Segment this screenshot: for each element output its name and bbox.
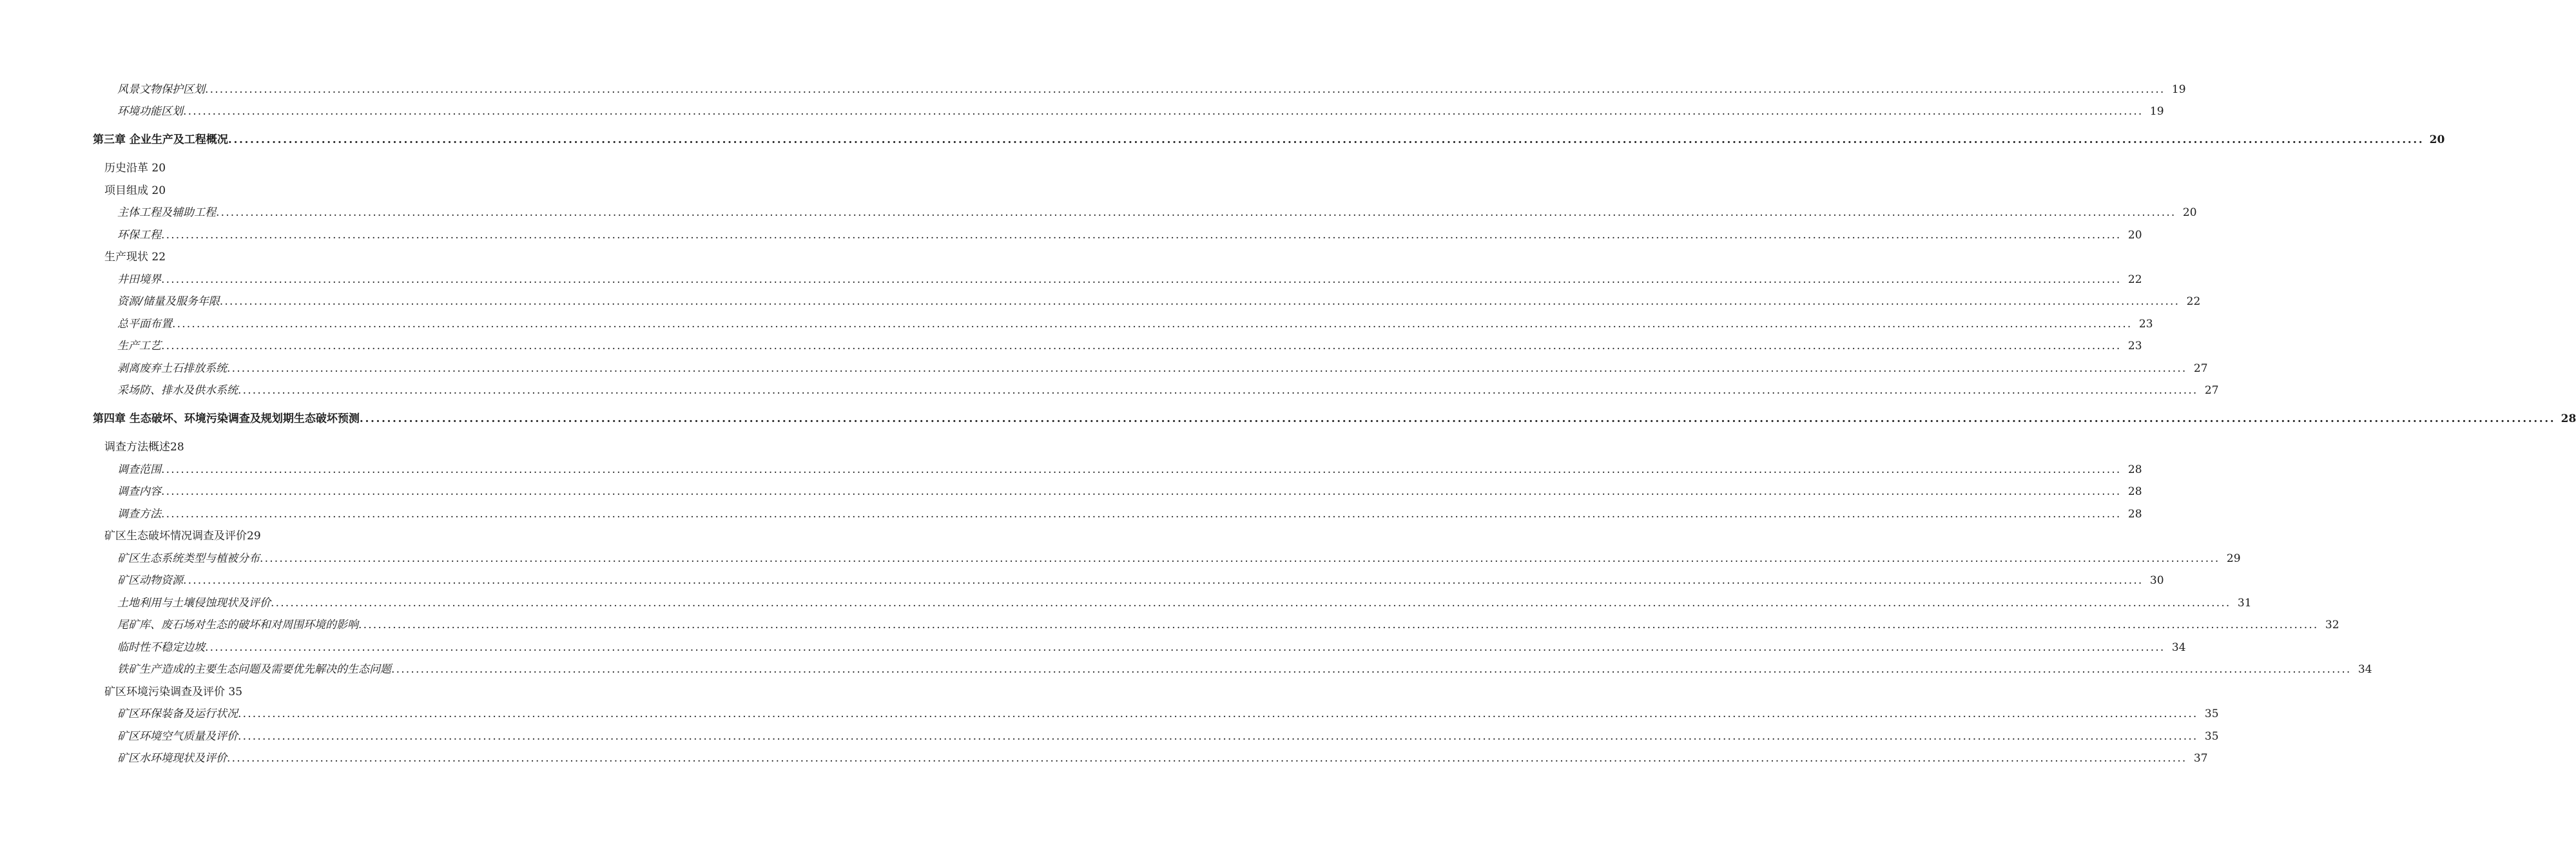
toc-entry-section[interactable] — [0, 526, 612, 543]
toc-entry-title: 矿区环境污染调查及评价 35 — [104, 686, 243, 698]
toc-entry-title: 井田境界 — [117, 273, 161, 286]
toc-page-number: 27 — [2193, 362, 2208, 375]
toc-entry-chapter[interactable] — [0, 409, 2576, 426]
toc-entry-title: 矿区生态破坏情况调查及评价29 — [104, 530, 261, 543]
toc-page-number: 20 — [2429, 133, 2445, 146]
toc-dot-leader: ................................................................................................................................................................................................................................................................................................................................................................................................................ — [161, 508, 2122, 521]
toc-page-number: 27 — [2204, 384, 2219, 397]
toc-page-number: 19 — [2149, 105, 2164, 118]
toc-entry-section[interactable] — [0, 159, 612, 175]
toc-dot-leader: ................................................................................................................................................................................................................................................................................................................................................................................................................ — [205, 641, 2165, 654]
toc-entry-title: 矿区环保装备及运行状况 — [117, 707, 238, 720]
toc-dot-leader: ................................................................................................................................................................................................................................................................................................................................................................................................................ — [391, 663, 2352, 676]
toc-page-number: 29 — [2226, 552, 2241, 565]
toc-entry-sub[interactable] — [0, 660, 2372, 677]
toc-entry-sub[interactable] — [0, 314, 2153, 331]
toc-dot-leader: ................................................................................................................................................................................................................................................................................................................................................................................................................ — [227, 752, 2187, 765]
toc-entry-title: 第四章 生态破坏、环境污染调查及规划期生态破坏预测 — [93, 412, 360, 425]
toc-entry-title: 环境功能区划 — [117, 105, 183, 118]
toc-entry-section[interactable] — [0, 438, 612, 454]
toc-entry-title: 调查内容 — [117, 485, 161, 498]
toc-entry-sub[interactable] — [0, 482, 2142, 499]
toc-dot-leader: ................................................................................................................................................................................................................................................................................................................................................................................................................ — [161, 229, 2122, 242]
toc-entry-title: 第三章 企业生产及工程概况 — [93, 133, 228, 146]
toc-entry-title: 矿区动物资源 — [117, 574, 183, 587]
toc-entry-section[interactable] — [0, 682, 612, 699]
toc-page-number: 34 — [2358, 663, 2372, 676]
toc-page-number: 28 — [2127, 485, 2142, 498]
toc-dot-leader: ................................................................................................................................................................................................................................................................................................................................................................................................................ — [238, 707, 2198, 720]
toc-dot-leader: ................................................................................................................................................................................................................................................................................................................................................................................................................ — [359, 412, 2556, 425]
toc-entry-title: 矿区水环境现状及评价 — [117, 752, 227, 765]
toc-entry-title: 主体工程及辅助工程 — [117, 206, 216, 219]
toc-dot-leader: ................................................................................................................................................................................................................................................................................................................................................................................................................ — [358, 619, 2319, 631]
toc-entry-section[interactable] — [0, 247, 612, 264]
toc-entry-title: 矿区环境空气质量及评价 — [117, 730, 238, 743]
toc-page-number: 34 — [2171, 641, 2186, 654]
toc-entry-sub[interactable] — [0, 203, 2197, 220]
toc-page-number: 35 — [2204, 707, 2219, 720]
toc-dot-leader: ................................................................................................................................................................................................................................................................................................................................................................................................................ — [161, 485, 2122, 498]
toc-entry-sub[interactable] — [0, 460, 2142, 477]
toc-page-number: 20 — [2127, 229, 2142, 242]
toc-entry-sub[interactable] — [0, 270, 2142, 287]
toc-page-number: 19 — [2171, 83, 2186, 96]
toc-entry-sub[interactable] — [0, 80, 2186, 97]
toc-entry-title: 调查方法 — [117, 508, 161, 521]
toc-entry-sub[interactable] — [0, 381, 2219, 398]
toc-entry-sub[interactable] — [0, 226, 2142, 242]
toc-page-number: 23 — [2127, 340, 2142, 352]
toc-entry-title: 尾矿库、废石场对生态的破坏和对周围环境的影响 — [117, 619, 358, 631]
toc-entry-sub[interactable] — [0, 359, 2208, 376]
toc-entry-title: 项目组成 20 — [104, 184, 166, 197]
toc-dot-leader: ................................................................................................................................................................................................................................................................................................................................................................................................................ — [161, 463, 2122, 476]
toc-entry-title: 调查范围 — [117, 463, 161, 476]
toc-dot-leader: ................................................................................................................................................................................................................................................................................................................................................................................................................ — [238, 730, 2198, 743]
toc-entry-sub[interactable] — [0, 571, 2164, 588]
toc-page-number: 22 — [2127, 273, 2142, 286]
toc-entry-sub[interactable] — [0, 638, 2186, 655]
toc-entry-sub[interactable] — [0, 292, 2201, 309]
toc-entry-title: 临时性不稳定边坡 — [117, 641, 205, 654]
toc-dot-leader: ................................................................................................................................................................................................................................................................................................................................................................................................................ — [183, 574, 2144, 587]
toc-entry-title: 环保工程 — [117, 229, 161, 242]
toc-dot-leader: ................................................................................................................................................................................................................................................................................................................................................................................................................ — [205, 83, 2165, 96]
toc-page-number: 35 — [2204, 730, 2219, 743]
toc-entry-title: 风景文物保护区划 — [117, 83, 205, 96]
toc-entry-sub[interactable] — [0, 336, 2142, 353]
toc-page-number: 22 — [2186, 295, 2201, 308]
toc-entry-title: 资源/储量及服务年限 — [117, 295, 220, 308]
toc-entry-title: 剥离废弃土石排放系统 — [117, 362, 227, 375]
toc-page-number: 28 — [2561, 412, 2576, 425]
toc-page-number: 23 — [2138, 318, 2153, 331]
toc-page-number: 20 — [2182, 206, 2197, 219]
toc-dot-leader: ................................................................................................................................................................................................................................................................................................................................................................................................................ — [260, 552, 2220, 565]
toc-entry-title: 生产现状 22 — [104, 251, 166, 264]
toc-entry-chapter[interactable] — [0, 130, 2445, 147]
toc-dot-leader: ................................................................................................................................................................................................................................................................................................................................................................................................................ — [183, 105, 2144, 118]
toc-entry-sub[interactable] — [0, 727, 2219, 744]
toc-page-number: 28 — [2127, 463, 2142, 476]
toc-entry-title: 土地利用与土壤侵蚀现状及评价 — [117, 597, 271, 610]
toc-entry-sub[interactable] — [0, 593, 2252, 610]
toc-entry-title: 矿区生态系统类型与植被分布 — [117, 552, 260, 565]
toc-entry-sub[interactable] — [0, 704, 2219, 721]
toc-dot-leader: ................................................................................................................................................................................................................................................................................................................................................................................................................ — [161, 340, 2122, 352]
toc-page-number: 37 — [2193, 752, 2208, 765]
toc-entry-sub[interactable] — [0, 749, 2208, 765]
toc-page-number: 32 — [2325, 619, 2339, 631]
toc-page-number: 30 — [2149, 574, 2164, 587]
toc-entry-sub[interactable] — [0, 102, 2164, 119]
toc-page-number: 28 — [2127, 508, 2142, 521]
toc-entry-title: 生产工艺 — [117, 340, 161, 352]
toc-entry-title: 历史沿革 20 — [104, 162, 166, 175]
toc-entry-sub[interactable] — [0, 505, 2142, 521]
toc-entry-section[interactable] — [0, 181, 612, 198]
toc-entry-sub[interactable] — [0, 549, 2241, 566]
toc-entry-title: 采场防、排水及供水系统 — [117, 384, 238, 397]
toc-entry-title: 总平面布置 — [117, 318, 172, 331]
toc-dot-leader: ................................................................................................................................................................................................................................................................................................................................................................................................................ — [161, 273, 2122, 286]
toc-entry-sub[interactable] — [0, 615, 2339, 632]
toc-dot-leader: ................................................................................................................................................................................................................................................................................................................................................................................................................ — [219, 295, 2180, 308]
toc-dot-leader: ................................................................................................................................................................................................................................................................................................................................................................................................................ — [238, 384, 2198, 397]
toc-dot-leader: ................................................................................................................................................................................................................................................................................................................................................................................................................ — [271, 597, 2231, 610]
toc-page-number: 31 — [2237, 597, 2252, 610]
toc-entry-title: 调查方法概述28 — [104, 441, 184, 454]
toc-dot-leader: ................................................................................................................................................................................................................................................................................................................................................................................................................ — [216, 206, 2176, 219]
toc-dot-leader: ................................................................................................................................................................................................................................................................................................................................................................................................................ — [172, 318, 2133, 331]
toc-dot-leader: ................................................................................................................................................................................................................................................................................................................................................................................................................ — [228, 133, 2425, 146]
toc-entry-title: 铁矿生产造成的主要生态问题及需要优先解决的生态问题 — [117, 663, 391, 676]
toc-dot-leader: ................................................................................................................................................................................................................................................................................................................................................................................................................ — [227, 362, 2187, 375]
